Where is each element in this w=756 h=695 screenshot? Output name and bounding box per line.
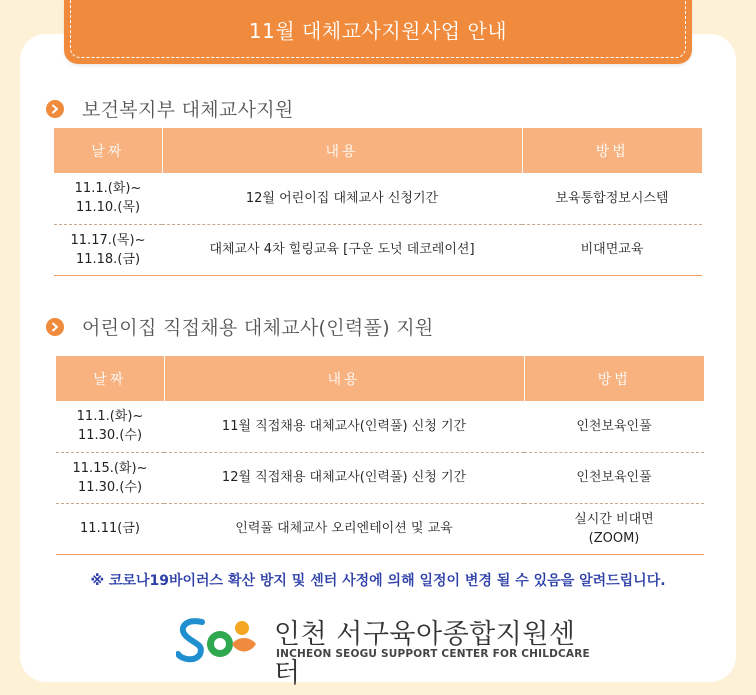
table-row	[56, 503, 704, 554]
method-cell	[524, 503, 704, 554]
method-cell: 인천보육인풀	[524, 452, 704, 503]
date-end: 11.30.(수)	[77, 479, 143, 495]
date-end: 11.30.(수)	[77, 428, 143, 444]
content-cell: 인력풀 대체교사 오리엔테이션 및 교육	[164, 503, 524, 554]
table-header-row	[54, 128, 702, 173]
chevron-right-icon	[46, 318, 64, 336]
table-row	[54, 173, 702, 224]
content-cell: 12월 직접채용 대체교사(인력풀) 신청 기간	[164, 452, 524, 503]
header-date: 날짜	[54, 128, 162, 173]
method-line: 실시간 비대면	[574, 511, 654, 527]
center-name: 인천 서구육아종합지원센터	[274, 619, 576, 689]
header-method: 방법	[522, 128, 702, 173]
date-start: 11.17.(목)~	[70, 232, 146, 248]
center-subtitle: INCHEON SEOGU SUPPORT CENTER FOR CHILDCARE	[276, 648, 590, 660]
date-end: 11.10.(목)	[75, 200, 141, 216]
chevron-right-icon	[46, 100, 64, 118]
daycare-schedule-table	[56, 356, 704, 555]
section-heading-ministry	[46, 95, 294, 122]
content-cell: 12월 어린이집 대체교사 신청기간	[162, 173, 522, 224]
header-date: 날짜	[56, 356, 164, 401]
date-start: 11.1.(화)~	[76, 409, 144, 425]
date-cell	[56, 401, 164, 452]
method-cell: 보육통합정보시스템	[522, 173, 702, 224]
method-line: (ZOOM)	[588, 530, 640, 546]
header-method: 방법	[524, 356, 704, 401]
ministry-schedule-table	[54, 128, 702, 276]
date-cell: 11.11(금)	[56, 503, 164, 554]
table-row	[56, 452, 704, 503]
center-logo-icon	[176, 614, 260, 664]
table-row	[56, 401, 704, 452]
title-banner	[64, 0, 692, 64]
date-cell	[54, 224, 162, 275]
section-heading-daycare	[46, 313, 434, 340]
date-start: 11.1.(화)~	[74, 181, 142, 197]
header-content: 내용	[164, 356, 524, 401]
method-cell: 비대면교육	[522, 224, 702, 275]
header-content: 내용	[162, 128, 522, 173]
center-logo	[176, 612, 596, 689]
section-title: 어린이집 직접채용 대체교사(인력풀) 지원	[82, 317, 434, 339]
date-start: 11.15.(화)~	[72, 460, 148, 476]
schedule-change-notice: ※ 코로나19바이러스 확산 방지 및 센터 사정에 의해 일정이 변경 될 수 있음을 알려드립니다.	[90, 573, 666, 589]
section-title: 보건복지부 대체교사지원	[82, 99, 294, 121]
date-end: 11.18.(금)	[75, 251, 141, 267]
table-header-row	[56, 356, 704, 401]
banner-title: 11월 대체교사지원사업 안내	[248, 19, 508, 43]
date-cell	[56, 452, 164, 503]
method-cell: 인천보육인풀	[524, 401, 704, 452]
table-row	[54, 224, 702, 275]
content-cell: 11월 직접채용 대체교사(인력풀) 신청 기간	[164, 401, 524, 452]
content-cell: 대체교사 4차 힐링교육 [구운 도넛 데코레이션]	[162, 224, 522, 275]
date-cell	[54, 173, 162, 224]
title-banner-border	[70, 0, 686, 58]
